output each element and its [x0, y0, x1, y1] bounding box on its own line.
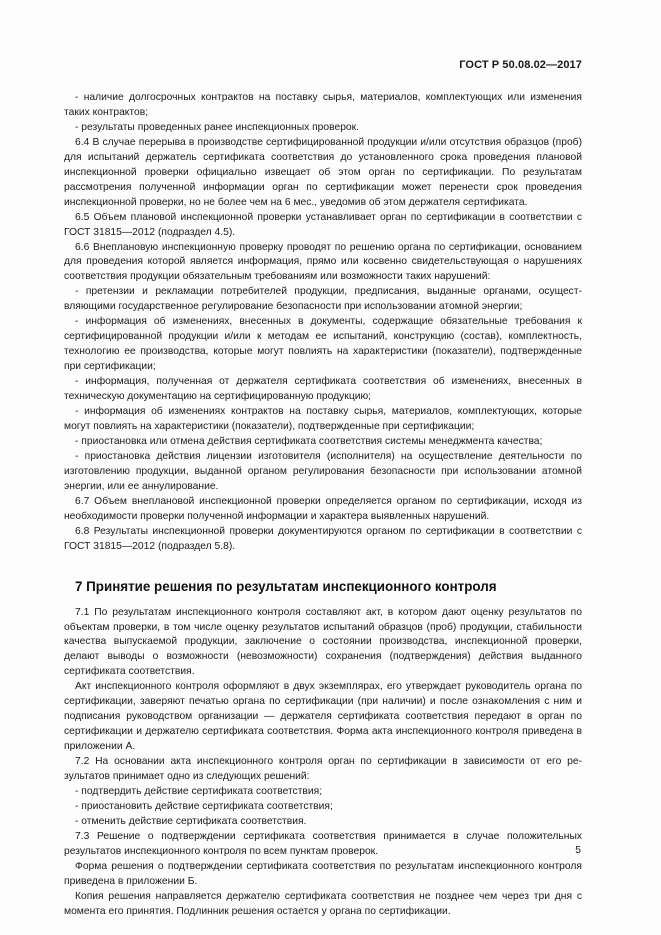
list-item: - информация, полученная от держателя сертификата соответствия об изменениях, внесенных в техническую документацию на сертифицированную продукцию; [64, 376, 582, 403]
paragraph-copy: Копия решения направляется держателю сертификата соответствия не позднее чем через три дня с момента его принятия. Подлинник решения остается у органа по сертификации. [64, 890, 582, 917]
list-item: - результаты проведенных ранее инспекционных проверок. [75, 121, 360, 133]
list-item: - наличие долгосрочных контрактов на поставку сырья, материалов, комплектующих или изменения таких контрактов; [64, 92, 582, 118]
list-item: - информация об изменениях, внесенных в документы, содержащие обязательные требования к сертифицированной продукции и/или к методам ее испытаний, конструкцию (состав), комплектность, технологию ее производства, которые могут повлиять на характеристики (показатели), подтвержденные при сертификации; [64, 316, 582, 373]
paragraph-act: Акт инспекционного контроля оформляют в двух экземплярах, его утверждает руководитель органа по сертификации, заверяют печатью органа по сертификации (при наличии) и после ознакомления с ним и подписания руководством организации — держателя сертификата соответствия передают в орган по сертификации и держателю сертификата соответствия. Форма акта инспекционного контроля приведена в приложении А. [64, 681, 582, 753]
list-item: - приостановить действие сертификата соответствия; [75, 800, 333, 812]
paragraph-6-7: 6.7 Объем внеплановой инспекционной проверки определяется органом по сертификации, исходя из необходимости проверки полученной информации и характера выявленных нарушений. [64, 495, 582, 522]
list-item: - отменить действие сертификата соответствия. [75, 815, 307, 827]
list-item: - претензии и рекламации потребителей продукции, предписания, выданные органами, осуществляющими государственное регулирование безопасности при использовании атомной энергии; [64, 286, 582, 313]
document-body [64, 91, 582, 920]
paragraph-6-4: 6.4 В случае перерыва в производстве сертифицированной продукции и/или отсутствия образцов (проб) для испытаний держатель сертификата соответствия до установленного срока проведения плановой инспекционной проверки официально извещает об этом орган по сертификации. По результатам рассмотрения полученной информации орган по сертификации может перенести срок проведения инспекционной проверки, но не более чем на 6 мес., уведомив об этом держателя сертификата. [64, 136, 582, 208]
list-item: - приостановка или отмена действия сертификата соответствия системы менеджмента качества; [75, 435, 543, 447]
paragraph-7-1: 7.1 По результатам инспекционного контроля составляют акт, в котором дают оценку результатов по объектам проверки, в том числе оценку результатов испытаний образцов (проб) продукции, стабильности качества выпускаемой продукции, заключение о состоянии производства, инспекционной проверки, делают выводы о возможности (невозможности) сохранения (подтверждения) действия выданного сертификата соответствия. [64, 606, 582, 678]
list-item: - информация об изменениях контрактов на поставку сырья, материалов, комплектующих, которые могут повлиять на характеристики (показатели), подтвержденные при сертификации; [64, 406, 582, 432]
page-number: 5 [575, 845, 581, 856]
paragraph-7-2: 7.2 На основании акта инспекционного контроля орган по сертификации в зависимости от его результатов принимает одно из следующих решений: [64, 756, 582, 783]
paragraph-6-8: 6.8 Результаты инспекционной проверки документируются органом по сертификации в соответствии с ГОСТ 31815—2012 (подраздел 5.8). [64, 525, 582, 552]
list-item: - подтвердить действие сертификата соответствия; [75, 785, 323, 797]
paragraph-6-6: 6.6 Внеплановую инспекционную проверку проводят по решению органа по сертификации, основанием для проведения которой является информация, прямо или косвенно свидетельствующая о нарушениях соответствия продукции обязательным требованиям или возможности таких нарушений: [64, 241, 582, 283]
paragraph-form: Форма решения о подтверждении сертификата соответствия по результатам инспекционного контроля приведена в приложении Б. [64, 860, 582, 887]
document-code-header: ГОСТ Р 50.08.02—2017 [459, 59, 582, 71]
paragraph-7-3: 7.3 Решение о подтверждении сертификата соответствия принимается в случае положительных результатов инспекционного контроля по всем пунктам проверок. [64, 830, 582, 857]
section-7-heading: 7 Принятие решения по результатам инспекционного контроля [75, 578, 497, 594]
paragraph-6-5: 6.5 Объем плановой инспекционной проверки устанавливает орган по сертификации в соответствии с ГОСТ 31815—2012 (подраздел 4.5). [64, 211, 582, 238]
list-item: - приостановка действия лицензии изготовителя (исполнителя) на осуществление деятельности по изготовлению продукции, выданной органом регулирования безопасности при использовании атомной энергии, или ее аннулирование. [64, 450, 582, 492]
